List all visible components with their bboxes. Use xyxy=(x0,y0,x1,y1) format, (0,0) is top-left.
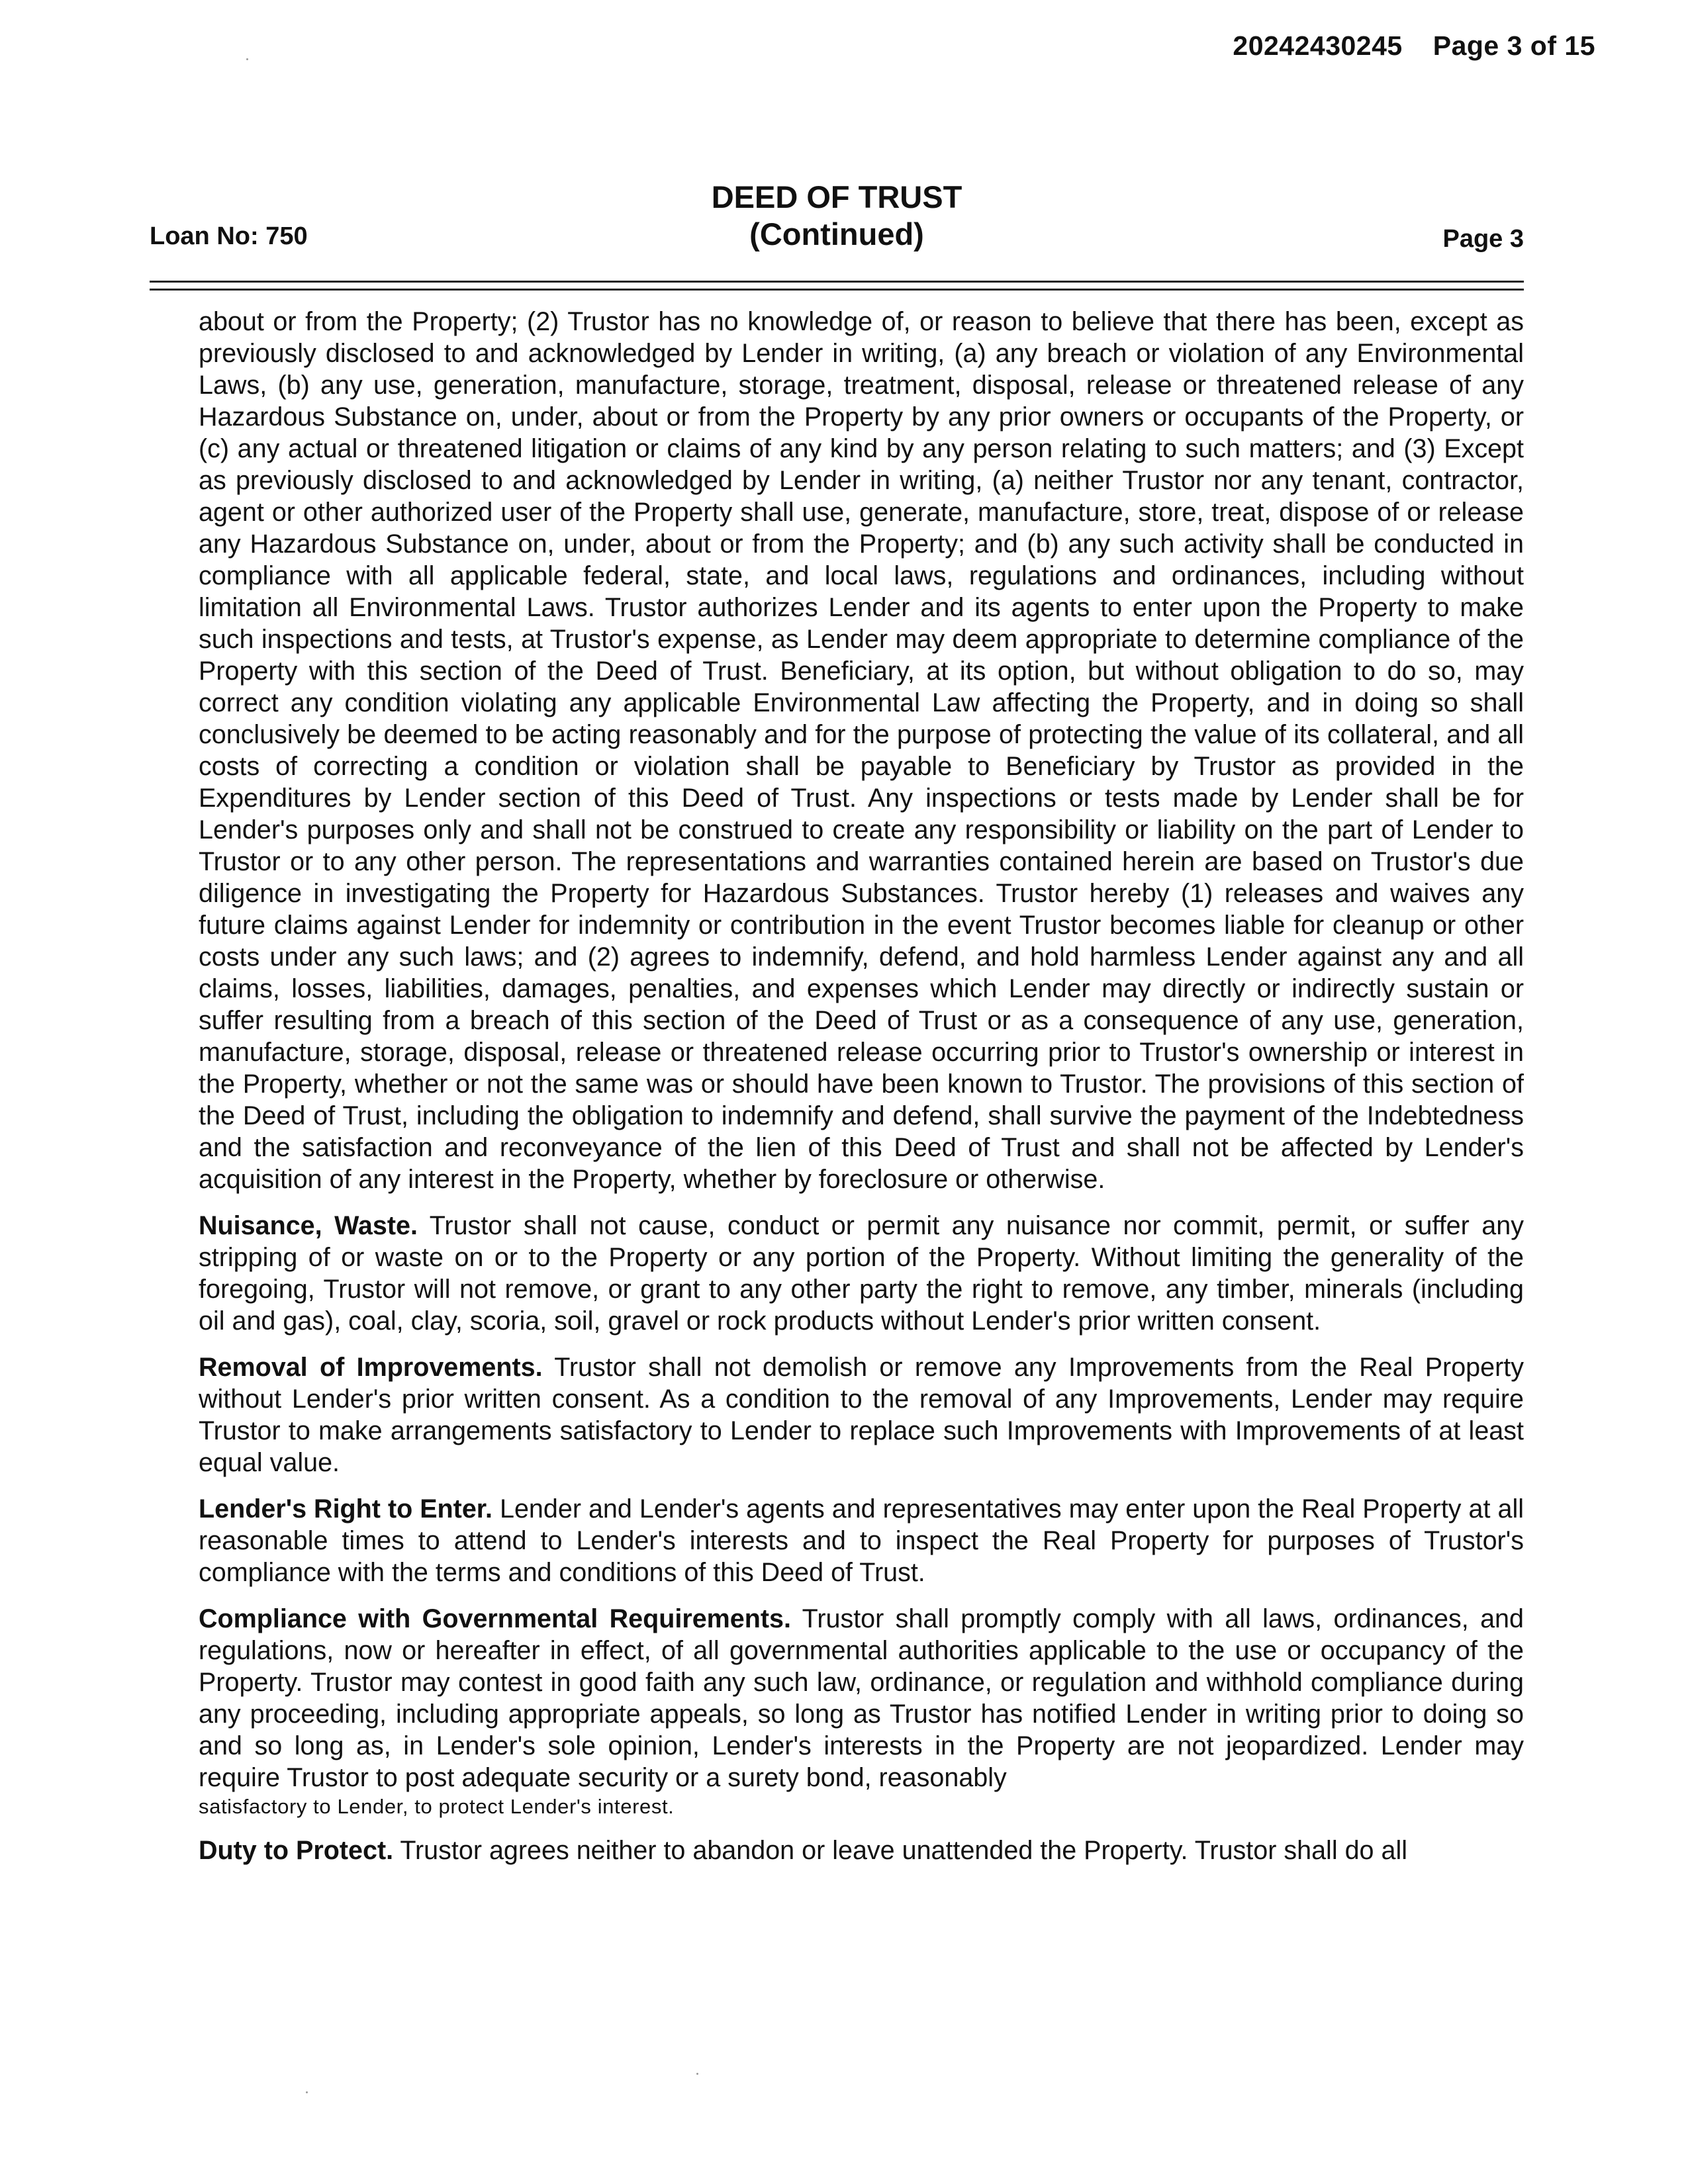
section-text-tail: satisfactory to Lender, to protect Lender's interest. xyxy=(199,1795,675,1818)
page-number: Page 3 xyxy=(1442,225,1524,253)
section-heading: Removal of Improvements. xyxy=(199,1353,543,1382)
title-line-1: DEED OF TRUST xyxy=(711,179,962,214)
section-text: Trustor shall not cause, conduct or permit any nuisance nor commit, permit, or suffer any stripping of or waste on or to the Property or any portion of the Property. Without limiting the generality of the foregoing, Trustor will not remove, or grant to any other party the right to remove, any timber, minerals (including oil and gas), coal, clay, scoria, soil, gravel or rock products without Lender's prior written consent. xyxy=(199,1211,1524,1336)
title-line-2: (Continued) xyxy=(749,216,924,251)
section-lenders-right-to-enter xyxy=(199,1493,1524,1588)
instrument-number: 20242430245 xyxy=(1233,30,1403,61)
scan-speck xyxy=(696,2073,698,2075)
document-body xyxy=(199,306,1524,1881)
section-compliance-governmental-requirements xyxy=(199,1603,1524,1820)
scan-speck xyxy=(246,58,248,60)
loan-number: Loan No: 750 xyxy=(150,222,308,250)
section-text: Lender and Lender's agents and representatives may enter upon the Real Property at all reasonable times to attend to Lender's interests and to inspect the Real Property for purposes of Trustor's compliance with the terms and conditions of this Deed of Trust. xyxy=(199,1494,1524,1587)
section-text: Trustor shall not demolish or remove any Improvements from the Real Property without Lender's prior written consent. As a condition to the removal of any Improvements, Lender may require Trustor to make arrangements satisfactory to Lender to replace such Improvements with Improvements of at least equal value. xyxy=(199,1353,1524,1477)
recording-stamp xyxy=(1233,30,1595,62)
section-heading: Compliance with Governmental Requirements. xyxy=(199,1604,791,1633)
section-heading: Lender's Right to Enter. xyxy=(199,1494,492,1524)
page-of-total: Page 3 of 15 xyxy=(1432,30,1595,61)
section-text: Trustor agrees neither to abandon or leave unattended the Property. Trustor shall do all xyxy=(400,1836,1408,1865)
document-title xyxy=(150,179,1524,253)
header-rule-bottom xyxy=(150,289,1524,291)
section-text: Trustor shall promptly comply with all laws, ordinances, and regulations, now or hereafter in effect, of all governmental authorities applicable to the use or occupancy of the Property. Trustor may contest in good faith any such law, ordinance, or regulation and withhold compliance during any proceeding, including appropriate appeals, so long as Trustor has notified Lender in writing prior to doing so and so long as, in Lender's sole opinion, Lender's interests in the Property are not jeopardized. Lender may require Trustor to post adequate security or a surety bond, reasonably xyxy=(199,1604,1524,1792)
section-duty-to-protect xyxy=(199,1835,1524,1866)
section-heading: Nuisance, Waste. xyxy=(199,1211,418,1240)
environmental-continuation-paragraph: about or from the Property; (2) Trustor has no knowledge of, or reason to believe that there has been, except as previously disclosed to and acknowledged by Lender in writing, (a) any breach or violation of any Environmental Laws, (b) any use, generation, manufacture, storage, treatment, disposal, release or threatened release of any Hazardous Substance on, under, about or from the Property by any prior owners or occupants of the Property, or (c) any actual or threatened litigation or claims of any kind by any person relating to such matters; and (3) Except as previously disclosed to and acknowledged by Lender in writing, (a) neither Trustor nor any tenant, contractor, agent or other authorized user of the Property shall use, generate, manufacture, store, treat, dispose of or release any Hazardous Substance on, under, about or from the Property; and (b) any such activity shall be conducted in compliance with all applicable federal, state, and local laws, regulations and ordinances, including without limitation all Environmental Laws. Trustor authorizes Lender and its agents to enter upon the Property to make such inspections and tests, at Trustor's expense, as Lender may deem appropriate to determine compliance of the Property with this section of the Deed of Trust. Beneficiary, at its option, but without obligation to do so, may correct any condition violating any applicable Environmental Law affecting the Property, and in doing so shall conclusively be deemed to be acting reasonably and for the purpose of protecting the value of its collateral, and all costs of correcting a condition or violation shall be payable to Beneficiary by Trustor as provided in the Expenditures by Lender section of this Deed of Trust. Any inspections or tests made by Lender shall be for Lender's purposes only and shall not be construed to create any responsibility or liability on the part of Lender to Trustor or to any other person. The representations and warranties contained herein are based on Trustor's due diligence in investigating the Property for Hazardous Substances. Trustor hereby (1) releases and waives any future claims against Lender for indemnity or contribution in the event Trustor becomes liable for cleanup or other costs under any such laws; and (2) agrees to indemnify, defend, and hold harmless Lender against any and all claims, losses, liabilities, damages, penalties, and expenses which Lender may directly or indirectly sustain or suffer resulting from a breach of this section of the Deed of Trust or as a consequence of any use, generation, manufacture, storage, disposal, release or threatened release occurring prior to Trustor's ownership or interest in the Property, whether or not the same was or should have been known to Trustor. The provisions of this section of the Deed of Trust, including the obligation to indemnify and defend, shall survive the payment of the Indebtedness and the satisfaction and reconveyance of the lien of this Deed of Trust and shall not be affected by Lender's acquisition of any interest in the Property, whether by foreclosure or otherwise. xyxy=(199,307,1524,1194)
document-header xyxy=(150,179,1524,258)
header-rule-top xyxy=(150,281,1524,283)
scan-speck xyxy=(306,2091,308,2093)
section-heading: Duty to Protect. xyxy=(199,1836,394,1865)
section-nuisance-waste xyxy=(199,1210,1524,1337)
section-removal-of-improvements xyxy=(199,1351,1524,1479)
